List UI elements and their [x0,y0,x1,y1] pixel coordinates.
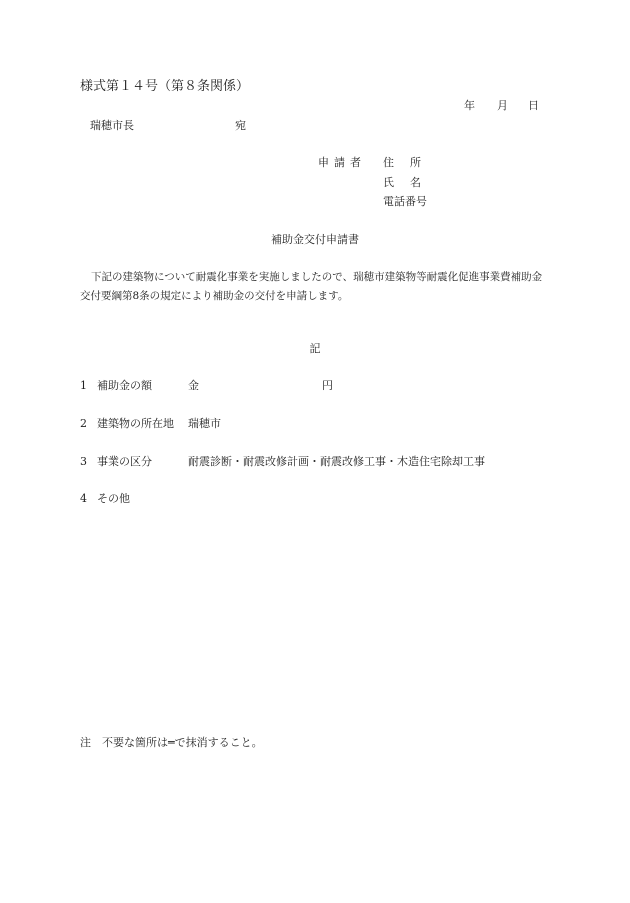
phone-label: 電話番号 [383,195,427,208]
item-value-project-category: 耐震診断・耐震改修計画・耐震改修工事・木造住宅除却工事 [188,455,485,468]
item-number: 4 [80,492,87,505]
date-month-label: 月 [497,99,508,112]
honorific: 宛 [235,119,246,132]
item-number: 1 [80,379,87,392]
form-number: 様式第１４号（第８条関係） [80,79,250,94]
item-label-subsidy-amount: 補助金の額 [97,379,152,392]
date-year-label: 年 [464,99,475,112]
item-number: 3 [80,455,87,468]
applicant-label: 申請者 [318,156,366,169]
item-label-project-category: 事業の区分 [97,455,152,468]
item-number: 2 [80,417,87,430]
name-label: 氏名 [383,176,437,189]
item-label-building-location: 建築物の所在地 [97,417,174,430]
document-title: 補助金交付申請書 [271,233,359,246]
item-value-subsidy-amount: 金 [188,379,199,392]
item-label-other: その他 [97,492,130,505]
item-value-building-location: 瑞穂市 [188,417,221,430]
footnote: 注 不要な箇所は═で抹消すること。 [80,736,263,749]
yen-unit: 円 [322,379,333,392]
address-label: 住所 [383,156,437,169]
body-paragraph: 下記の建築物について耐震化事業を実施しましたので、瑞穂市建築物等耐震化促進事業費補助金交付要綱第8条の規定により補助金の交付を申請します。 [80,271,543,302]
ki-heading: 記 [309,342,321,355]
addressee: 瑞穂市長 [90,119,134,132]
date-day-label: 日 [528,99,539,112]
